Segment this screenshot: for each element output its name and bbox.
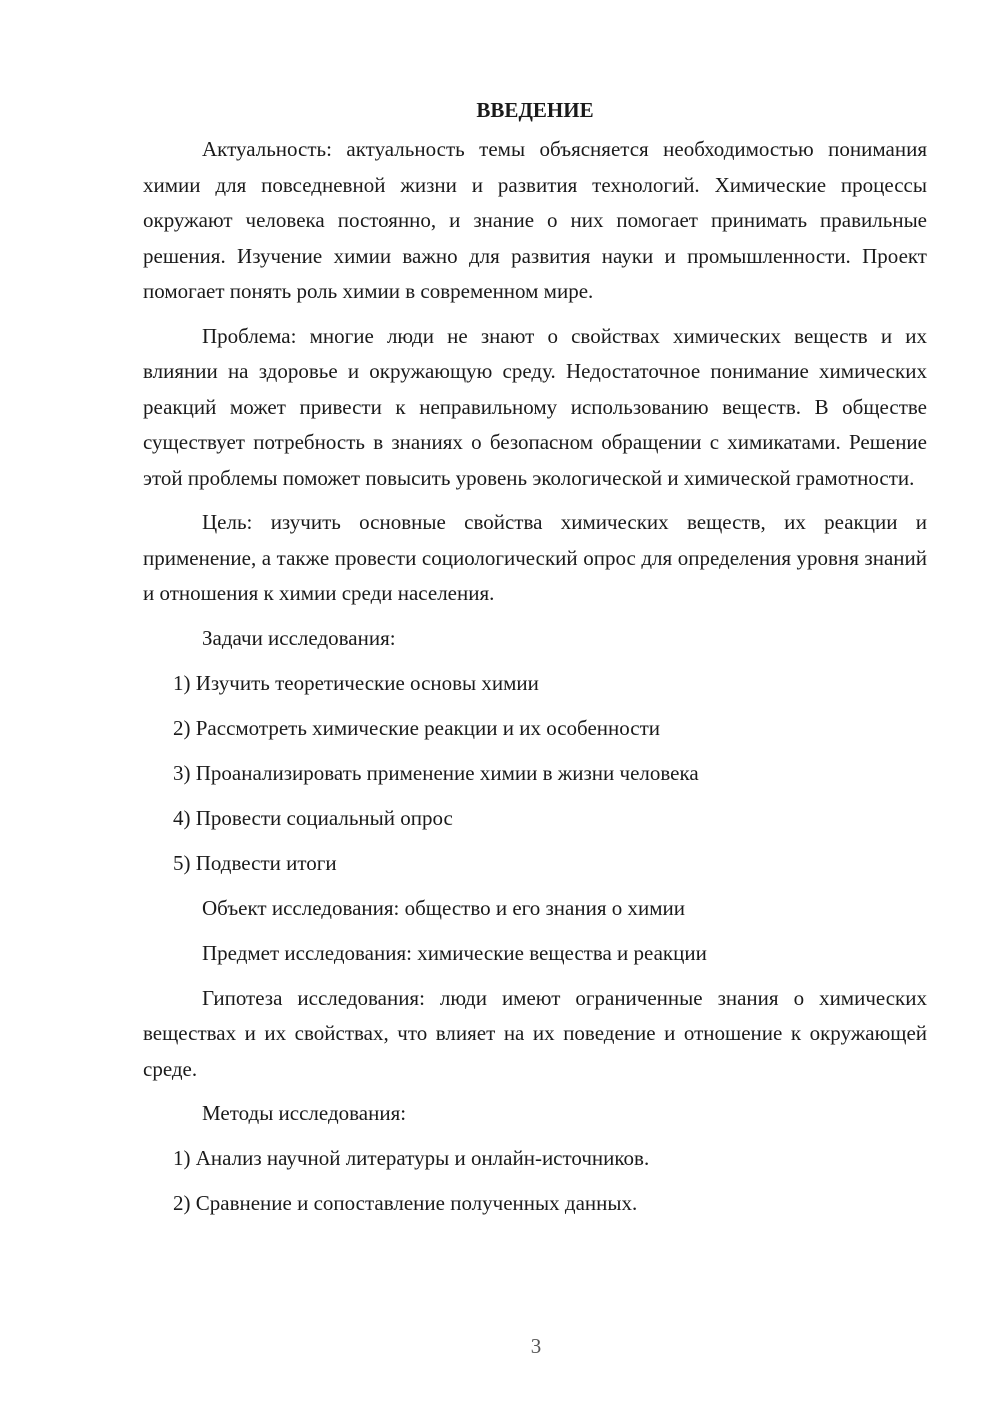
page-number: 3: [530, 1334, 542, 1358]
methods-list: [143, 1141, 927, 1222]
task-item: 3) Проанализировать применение химии в жизни человека: [173, 760, 699, 785]
page-content: [143, 92, 927, 1231]
goal-paragraph: Цель: изучить основные свойства химических веществ, их реакции и применение, а также провести социологический опрос для определения уровня знаний и отношения к химии среди населения.: [143, 510, 927, 605]
task-item: 5) Подвести итоги: [173, 850, 337, 875]
problem-paragraph: Проблема: многие люди не знают о свойствах химических веществ и их влиянии на здоровье и окружающую среду. Недостаточное понимание химических реакций может привести к неправильному использованию веществ. В обществе существует потребность в знаниях о безопасном обращении с химикатами. Решение этой проблемы поможет повысить уровень экологической и химической грамотности.: [143, 323, 927, 490]
hypothesis-paragraph: Гипотеза исследования: люди имеют ограниченные знания о химических веществах и их свойствах, что влияет на их поведение и отношение к окружающей среде.: [143, 985, 927, 1081]
research-subject: Предмет исследования: химические вещества и реакции: [202, 940, 707, 965]
relevance-paragraph: Актуальность: актуальность темы объясняется необходимостью понимания химии для повседневной жизни и развития технологий. Химические процессы окружают человека постоянно, и знание о них помогает принимать правильные решения. Изучение химии важно для развития науки и промышленности. Проект помогает понять роль химии в современном мире.: [143, 137, 927, 303]
research-object: Объект исследования: общество и его знания о химии: [202, 895, 685, 920]
task-item: 2) Рассмотреть химические реакции и их особенности: [173, 715, 661, 740]
tasks-list: [143, 666, 927, 882]
methods-heading: Методы исследования:: [202, 1101, 407, 1125]
task-item: 4) Провести социальный опрос: [173, 805, 453, 830]
tasks-heading: Задачи исследования:: [202, 625, 396, 650]
page-title: ВВЕДЕНИЕ: [476, 98, 594, 122]
task-item: 1) Изучить теоретические основы химии: [173, 670, 539, 695]
method-item: 2) Сравнение и сопоставление полученных данных.: [173, 1191, 638, 1215]
method-item: 1) Анализ научной литературы и онлайн-источников.: [173, 1146, 650, 1170]
